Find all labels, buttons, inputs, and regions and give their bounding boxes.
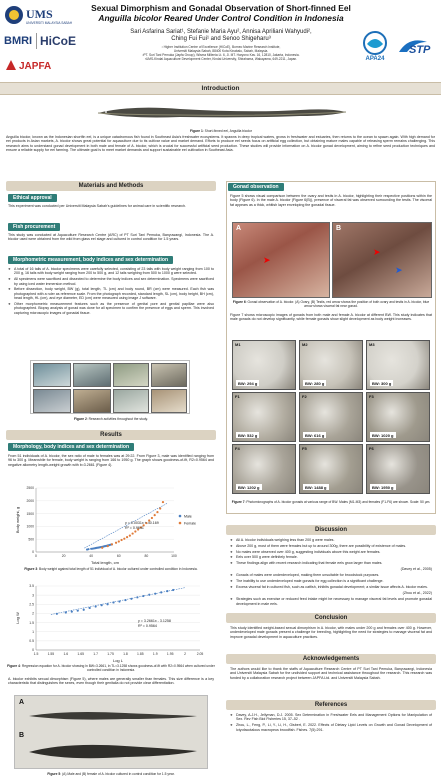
y-axis-label: Body weight, g: [15, 506, 20, 534]
affiliation-2: Universiti Malaysia Sabah, 88400 Kota Kinabalu, Sabah, Malaysia.: [173, 49, 269, 54]
poster-title-line1: Sexual Dimorphism and Gonadal Observation of Short-finned Eel: [91, 3, 351, 13]
micrograph-bw: BW: 1488 g: [305, 484, 327, 490]
apa24-logo-text: APA24: [365, 56, 385, 62]
conclusion-text: This study identified weight-based sexual dimorphism in A. bicolor, with males under 200 g and females over 400 g. However, underdeveloped male gonads present a challenge for breeding, highlighting the need for strategies to manage visceral fat and improve gonadal development in aquaculture practices.: [230, 626, 432, 639]
y-tick-label: 1500: [26, 511, 34, 516]
y-tick-label: 1.5: [29, 620, 34, 625]
micrograph-label: F3: [369, 394, 374, 399]
figure-1-eel-photo: [90, 97, 352, 127]
figure-2-label: Figure 2: [74, 417, 87, 421]
data-point: [89, 607, 91, 609]
data-point: [123, 538, 125, 540]
fish-procurement-text: This study was conducted at Aquaculture Research Centre (ARC) of PT Suri Tani Pemuka, Banyuwangi, Indonesia. The A. bicolor used were obtained from the wild from glass eel stage and cultured in control condition for 1.5 years.: [8, 233, 214, 242]
data-point: [106, 603, 108, 605]
figure-7-caption: [230, 500, 432, 504]
apa24-logo: [355, 30, 395, 62]
research-photo: [151, 389, 187, 413]
figure-5-caption: [6, 772, 216, 776]
sexual-dimorphism-text: A. bicolor exhibits sexual dimorphism (Figure 5), where males are generally smaller than females. This size difference is a key characteristic that distinguishes the sexes, even though their genitalia do not provide clear differentiation.: [8, 677, 214, 686]
legend-label: Female: [184, 521, 196, 526]
x-tick-label: 1.65: [77, 652, 85, 656]
data-point: [132, 532, 134, 534]
micrograph-bw: BW: 1202 g: [238, 484, 260, 490]
research-photo: [33, 363, 71, 387]
x-tick-label: 1.8: [123, 652, 128, 656]
acknowledgements-heading: Acknowledgements: [226, 654, 436, 664]
regression-equation: y = 3.2661x - 3.1258: [138, 619, 171, 623]
x-tick-label: 20: [61, 554, 66, 558]
discussion-bullet: ❖ Strategies such as exercise or reduced feed intake might be necessary to manage visceral fat levels and promote gonadal development in male eels.: [230, 597, 432, 606]
x-tick-label: 1.85: [137, 652, 144, 656]
ethical-approval-heading: Ethical approval: [8, 194, 57, 202]
discussion-bullet: ❖ No males were observed over 400 g, suggesting individuals above this weight are females.: [230, 550, 432, 554]
figure-6-label-a: A: [236, 225, 242, 232]
figure-6-caption: [230, 300, 432, 308]
ums-logo-text: UMS: [26, 7, 53, 21]
hicoe-logo-text: HiCoE: [40, 34, 76, 48]
micrograph-m3: [366, 340, 430, 390]
micrograph-f1: [232, 392, 296, 442]
testis-photo: [332, 222, 432, 298]
x-axis-label: Log L: [112, 658, 124, 663]
data-point: [124, 599, 126, 601]
research-photo: [73, 389, 111, 413]
figure-5-label: Figure 5: [47, 772, 61, 776]
legend-marker: [179, 522, 182, 525]
x-tick-label: 0: [35, 554, 37, 558]
acknowledgements-text: The authors would like to thank the staffs of Aquaculture Research Centre of PT Suri Tani Pemuka, Banyuwangi, Indonesia and Universiti Malaysia Sabah for the undivided support and technical assistance throughout the research. This research was funded by a collaboration research project between JAPFA Ltd. and Universiti Malaysia Sabah.: [230, 667, 432, 680]
figure-5-label-a: A: [19, 699, 25, 706]
figure-5-photo: [14, 695, 208, 769]
data-point: [56, 613, 58, 615]
data-point: [160, 591, 162, 593]
figure-6-label: Figure 6: [232, 300, 246, 304]
data-point: [101, 547, 103, 549]
discussion-citation-2: (Zhou et al., 2022): [402, 590, 432, 595]
y-tick-label: 500: [28, 537, 34, 542]
y-tick-label: 0.5: [29, 639, 34, 644]
data-point: [101, 604, 103, 606]
x-tick-label: 40: [89, 554, 94, 558]
figure-3-caption-text: : Body weight against total length of 51 individual of A. bicolor cultured under controlled condition in Indonesia.: [37, 567, 198, 571]
gonad-observation-text: Figure 5 shows visual comparison between the ovary and testis in A. bicolor, highlighting their respective positions within the body (Figure 6). In the male A. bicolor (Figure 6(B)), presence of visceral fat was observed surrounding the testis. The visceral fat appears as a thick, whitish layer enveloping the gonadal tissue.: [230, 194, 432, 207]
data-point: [65, 611, 67, 613]
red-arrow-icon: ➤: [263, 255, 271, 265]
discussion-bullet: ❖ Eels over 500 g were definitely female.: [230, 555, 432, 559]
x-tick-label: 2: [184, 652, 187, 656]
data-point: [118, 540, 120, 542]
methods-heading: Materials and Methods: [6, 181, 216, 191]
y-axis-label: Log W: [15, 612, 20, 624]
regression-equation: y = 0.0031x + 40.169: [125, 521, 159, 525]
discussion-bullet: ❖ Excess visceral fat in cultured fish, such as catfish, inhibits gonadal development; a similar issue affects A. bicolor males.: [230, 585, 432, 589]
x-tick-label: 80: [144, 554, 149, 558]
methods-bullet: ❖ Other morphometric measurement features such as the presence of genital pore and genital papillae were also photographed. Biopsy analysis of gonad was done for all specimen to confirm the presence of eggs and sperm. This involved capturing microscopic images of gonadal tissue.: [8, 302, 214, 315]
discussion-bullet: ❖ All A. bicolor individuals weighing less than 200 g were males.: [230, 538, 432, 542]
methods-bullet: ❖ A total of 16 tails of A. bicolor specimens were carefully selected, consisting of 23 tails with body weight ranging from 100 to 200 g, 16 tails with body weight ranging from 200 to 500 g, and 12 tails weighing from 500 to 1000 g were selected.: [8, 267, 214, 276]
micrograph-label: F5: [302, 446, 307, 451]
authors-line2: Ching Fui Fui¹ and Senoo Shigeharu³: [171, 36, 271, 42]
micrograph-bw: BW: 532 g: [238, 432, 258, 438]
micrograph-label: F6: [369, 446, 374, 451]
figure-3-scatter-chart: [14, 482, 206, 566]
y-tick-label: 0: [32, 550, 34, 555]
japfa-logo-text: JAPFA: [19, 61, 52, 72]
y-tick-label: 2: [32, 611, 34, 616]
red-arrow-icon: ➤: [373, 247, 381, 257]
micrograph-label: M1: [235, 342, 241, 347]
micrograph-label: M2: [302, 342, 308, 347]
methods-bullets: [8, 267, 214, 317]
affiliation-3: ²PT. Suri Tani Pemuka (Japfa Group), Wisma Millenia Lt. 6, Jl. MT. Haryono Kav. 16, 12810, Jakarta, Indonesia.: [142, 53, 300, 58]
x-tick-label: 1.6: [63, 652, 69, 656]
chart-background: [14, 482, 206, 566]
fish-procurement-heading: Fish procurement: [8, 223, 60, 231]
discussion-bullet: ❖ These findings align with recent research indicating that female eels grow larger than males.: [230, 561, 432, 565]
micrograph-bw: BW: 300 g: [372, 380, 392, 386]
data-point: [136, 596, 138, 598]
introduction-heading: Introduction: [0, 82, 441, 95]
data-point: [107, 545, 109, 547]
y-tick-label: 1000: [26, 524, 34, 529]
introduction-paragraph: Anguilla bicolor, known as the Indonesian shortfin eel, is a unique catadromous fish found in Southeast Asia's freshwater ecosystems. It spawns in deep tropical waters, grows in freshwater and estuaries, then returns to the ocean to spawn again. With high demand for eel products in Asian markets, A. bicolor shows great potential for aquaculture due to its cultivar value and market demand. Efforts to produce eel seeds focus on artificial egg collection, but obtaining mature males capable of releasing sperm remains challenging. This research aims to understand gonad development in both male and female of A. bicolor, which is crucial for successful artificial seed production. These studies will provide information on A. bicolor gonad development, aiming to refine seed production techniques and ensure a reliable supply for eel farming. The ultimate goal is to meet market demands and support sustainable eel cultivation in Southeast Asia.: [6, 135, 435, 153]
data-point: [112, 601, 114, 603]
reference-item: ❖ Davey, A.J.H., Jellyman, D.J. 2005. Sex Determination in Freshwater Eels and Management Options for Manipulation of Sex. Rev Fish Biol Fisheries 15, 37–52 .: [230, 713, 432, 722]
figure-5-caption-text: : (A) Male and (B) female of A. bicolor cultured in control condition for 1.5 year.: [60, 772, 175, 776]
morphometric-heading: Morphometric measurement, body indices and sex determination: [8, 256, 173, 264]
data-point: [77, 610, 79, 612]
micrograph-f2: [299, 392, 363, 442]
legend-marker: [179, 515, 182, 518]
conclusion-heading: Conclusion: [226, 613, 436, 623]
ovary-photo: [232, 222, 330, 298]
stp-logo-text: STP: [409, 44, 431, 56]
y-tick-label: 1: [32, 629, 34, 634]
x-tick-label: 1.55: [47, 652, 55, 656]
data-point: [129, 535, 131, 537]
x-tick-label: 100: [171, 554, 177, 558]
bmri-hicoe-logo: [4, 30, 90, 54]
authors-line1: Sari Asfarina Sariat¹, Stefanie Maria Ayu², Annisa Apriliani Wahyudi²,: [130, 29, 312, 35]
x-tick-label: 60: [116, 554, 121, 558]
legend-label: Male: [184, 514, 192, 519]
x-tick-label: 1.95: [166, 652, 174, 656]
discussion-body: [230, 538, 432, 607]
ethical-approval-text: This experiment was conducted per Universiti Malaysia Sabah's guidelines for animal care in scientific research.: [8, 204, 187, 208]
results-morphology-text: From 51 individuals of A. bicolor, the sex ratio of male to females was at 29:22. From Figure 3, male was identified ranging from 96 to 300 g. Meanwhile for female, body weight is ranging from 166 to 1950 g. The graph shows goodness-of-fit, R2=0.9564 and negative allometry length-weight growth with b=3.2661 (Figure 4).: [8, 454, 214, 467]
micrograph-f5: [299, 444, 363, 494]
x-axis-label: Total length, cm: [90, 560, 120, 565]
data-point: [120, 539, 122, 541]
x-tick-label: 1.75: [107, 652, 114, 656]
data-point: [115, 542, 117, 544]
x-tick-label: 2.05: [196, 652, 204, 656]
references-heading: References: [226, 700, 436, 710]
gonad-microscopy-text: Figure 7 shows microscopic images of gonads from both male and female A. bicolor at different BW. This study indicates that male gonads do not develop significantly, while female gonads show slight development as body weight increases.: [230, 313, 432, 322]
reference-item: ❖ Zhou, L., Feng, P., Li, Y., Li, H., Gisbert, E. 2022. Effects of Dietary Lipid Levels on Growth and Gonad Development of Ictyofacotalous macropeus broodfish. Fishes. 7(5):291.: [230, 723, 432, 732]
methods-bullet: ❖ All specimens were sacrificed and dissected to determine the body indices and sex determination. Specimens were sacrificed by using iced water immersion method.: [8, 277, 214, 286]
stp-logo: [397, 34, 437, 58]
data-point: [134, 530, 136, 532]
figure-1-caption-text: : Short-finned eel, Anguilla bicolor: [202, 129, 252, 133]
bmri-logo-text: BMRI: [4, 35, 33, 47]
micrograph-bw: BW: 1020 g: [372, 432, 394, 438]
data-point: [162, 501, 164, 503]
research-photo: [151, 363, 187, 387]
poster-header: [0, 0, 441, 80]
figure-7-label: Figure 7: [231, 500, 245, 504]
r-squared-label: R² = 0.9564: [138, 624, 157, 628]
data-point: [159, 507, 161, 509]
discussion-citation-1: (Davey et al., 2005): [400, 566, 432, 571]
figure-4-label: Figure 4: [7, 664, 20, 668]
x-tick-label: 1.9: [152, 652, 158, 656]
data-point: [83, 609, 85, 611]
figure-7-caption-text: : Photomicrographs of A. bicolor gonads at various range of BW. Males (M1-M3) and females (F1-F6) are shown. Scale: 50 μm.: [244, 500, 431, 504]
data-point: [126, 536, 128, 538]
data-point: [154, 593, 156, 595]
figure-6-caption-text: : Gonad observation of A. bicolor. (A) Ovary, (B) Testis, red arrow shows the position of both ovary and testis in A. bicolor, blue arrow shows visceral fat near gonad.: [245, 300, 430, 308]
figure-1-label: Figure 1: [190, 129, 203, 133]
micrograph-bw: BW: 280 g: [305, 380, 325, 386]
figure-3-label: Figure 3: [24, 567, 38, 571]
micrograph-label: F4: [235, 446, 240, 451]
data-point: [148, 594, 150, 596]
figure-2-caption: [6, 417, 216, 421]
research-photo: [33, 389, 71, 413]
ums-logo: [4, 4, 90, 26]
japfa-logo: [4, 58, 64, 72]
data-point: [154, 514, 156, 516]
data-point: [172, 589, 174, 591]
x-tick-label: 1.5: [33, 652, 39, 656]
micrograph-label: F1: [235, 394, 240, 399]
research-photo: [113, 389, 149, 413]
micrograph-bw: BW: 294 g: [238, 380, 258, 386]
references-list: [230, 713, 432, 733]
research-photo: [73, 363, 111, 387]
micrograph-m2: [299, 340, 363, 390]
data-point: [166, 590, 168, 592]
figure-1-caption: [90, 129, 352, 133]
ums-logo-sub: UNIVERSITI MALAYSIA SABAH: [26, 21, 72, 25]
affiliation-1: ¹ Higher Institution Centre of Excellence (HICoE), Borneo Marine Research Institute,: [161, 45, 281, 49]
data-point: [118, 600, 120, 602]
figure-4-regression-chart: [14, 580, 206, 664]
y-tick-label: 2.5: [29, 602, 34, 607]
y-tick-label: 3.5: [29, 584, 34, 589]
r-squared-label: R² = 0.9641: [125, 526, 144, 530]
discussion-heading: Discussion: [226, 525, 436, 535]
micrograph-bw: BW: 616 g: [305, 432, 325, 438]
discussion-bullet: ❖ The inability to use underdeveloped male gonads for egg collection is a significant challenge.: [230, 579, 432, 583]
figure-2-caption-text: : Research activities throughout the study.: [86, 417, 148, 421]
micrograph-f3: [366, 392, 430, 442]
affiliations: [90, 45, 352, 61]
results-heading: Results: [6, 430, 216, 440]
figure-6-label-b: B: [336, 225, 342, 232]
figure-2-photo-grid: [30, 360, 190, 414]
micrograph-f6: [366, 444, 430, 494]
data-point: [142, 595, 144, 597]
gonad-observation-heading: Gonad observation: [228, 183, 284, 191]
y-tick-label: 2500: [26, 486, 34, 491]
micrograph-m1: [232, 340, 296, 390]
methods-bullet: ❖ Before dissection, body weight, BW (g), total length, TL (cm) and body round, BR (cm) were measured. Each fish was photographed with a ruler as reference scale. From the photograph recorded, standard length, SL (cm), body height, BH (cm), head length, HL (cm), and eye diameter, ED (cm) were measured using image J software.: [8, 287, 214, 300]
discussion-bullet: ❖ Above 200 g, most of them were females but up to around 300g, there are possibility of existence of males.: [230, 544, 432, 548]
poster-title-line2: Anguilla bicolor Reared Under Control Condition in Indonesia: [98, 13, 344, 23]
x-tick-label: 1.7: [93, 652, 98, 656]
affiliation-4: ³UMS-Kindai Aquaculture Development Center, Kindai University, Shirahama, Wakayama, 649-2211, Japan.: [144, 57, 298, 62]
results-morphology-heading: Morphology, body indices and sex determination: [8, 443, 134, 451]
data-point: [111, 543, 113, 545]
y-tick-label: 3: [32, 593, 34, 598]
male-eel-image: [25, 704, 201, 728]
figure-5-label-b: B: [19, 732, 25, 739]
y-tick-label: 2000: [26, 499, 34, 503]
micrograph-bw: BW: 1950 g: [372, 484, 394, 490]
figure-4-caption: [6, 664, 216, 672]
data-point: [95, 605, 97, 607]
data-point: [71, 611, 73, 613]
research-photo: [113, 363, 149, 387]
data-point: [130, 598, 132, 600]
data-point: [87, 548, 89, 550]
figure-3-caption: [6, 567, 216, 571]
discussion-bullet: ❖ Gonads of males were underdeveloped, making them unsuitable for broodstock purposes.: [230, 573, 432, 577]
micrograph-f4: [232, 444, 296, 494]
data-point: [151, 517, 153, 519]
authors: [90, 29, 352, 43]
micrograph-label: M3: [369, 342, 375, 347]
female-eel-image: [25, 736, 201, 768]
micrograph-label: F2: [302, 394, 307, 399]
blue-arrow-icon: ➤: [395, 265, 403, 275]
y-tick-label: 0: [32, 648, 34, 653]
figure-4-caption-text: : Regression equation for A. bicolor showing ln BW=3.2661, ln TL=3.1258 shows goodness-of-fit with R2=0.9564 when cultured under controlled condition in Indonesia.: [19, 664, 215, 672]
data-point: [156, 511, 158, 513]
